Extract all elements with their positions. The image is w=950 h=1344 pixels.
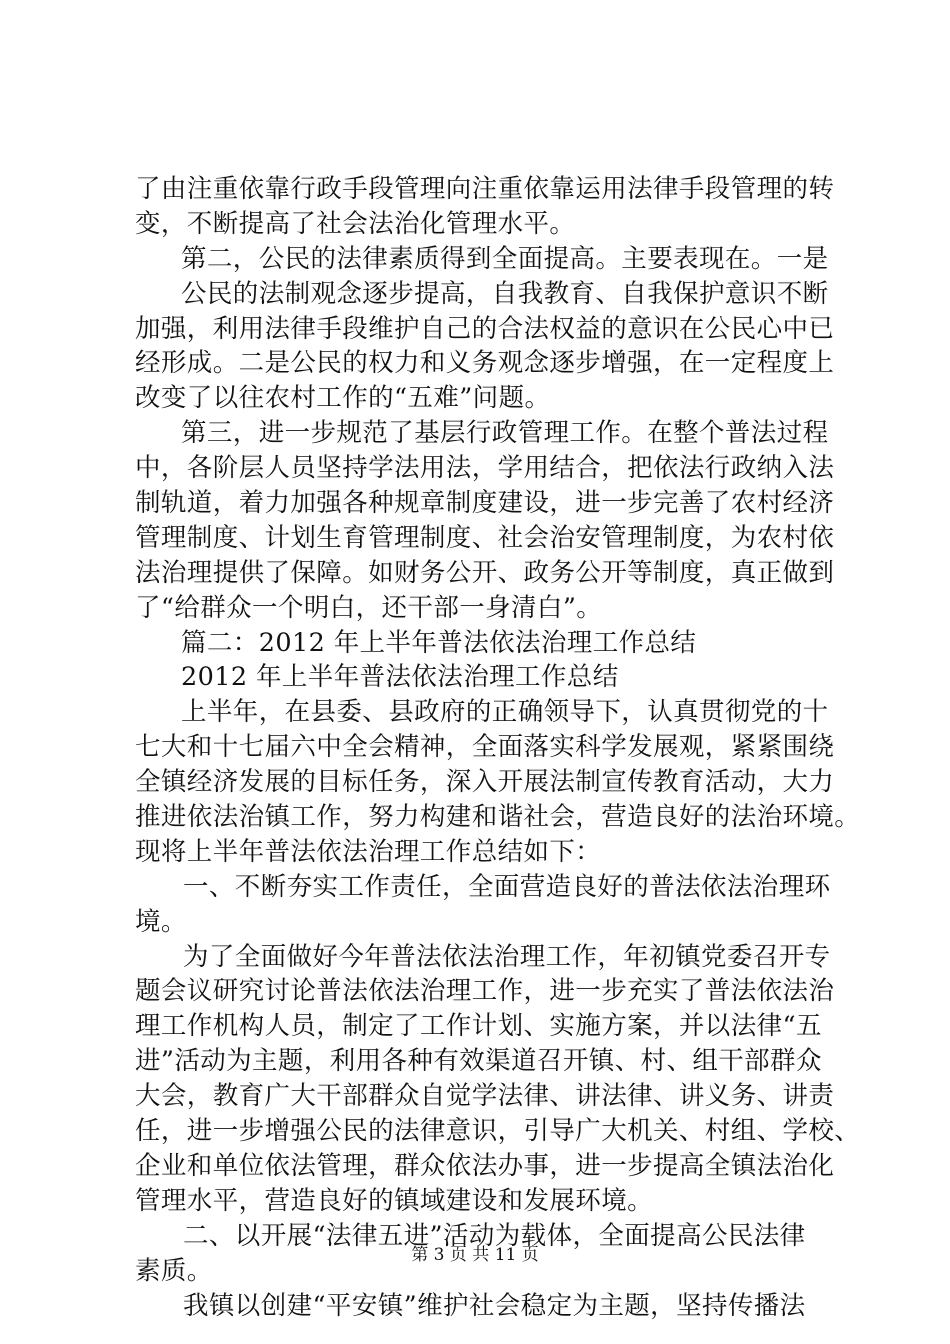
text-line: 第二，公民的法律素质得到全面提高。主要表现在。一是	[181, 243, 829, 274]
text-line: 加强，利用法律手段维护自己的合法权益的意识在公民心中已	[135, 313, 835, 344]
text-line: 企业和单位依法管理，群众依法办事，进一步提高全镇法治化	[135, 1150, 835, 1181]
text-line: 上半年，在县委、县政府的正确领导下，认真贯彻党的十	[181, 697, 829, 728]
subsection-heading: 二、以开展“法律五进”活动为载体，全面提高公民法律	[183, 1220, 806, 1251]
text-line: 任，进一步增强公民的法律意识，引导广大机关、村组、学校、	[135, 1116, 861, 1147]
text-line: 现将上半年普法依法治理工作总结如下：	[135, 836, 602, 867]
text-line: 法治理提供了保障。如财务公开、政务公开等制度，真正做到	[135, 557, 835, 588]
text-line: 公民的法制观念逐步提高，自我教育、自我保护意识不断	[181, 278, 829, 309]
text-line: 我镇以创建“平安镇”维护社会稳定为主题，坚持传播法	[183, 1290, 806, 1321]
text-line: 了“给群众一个明白，还干部一身清白”。	[135, 592, 603, 623]
text-line: 经形成。二是公民的权力和义务观念逐步增强，在一定程度上	[135, 348, 835, 379]
subsection-heading: 一、不断夯实工作责任，全面营造良好的普法依法治理环	[183, 871, 831, 902]
text-line: 管理水平，营造良好的镇域建设和发展环境。	[135, 1185, 654, 1216]
text-line: 全镇经济发展的目标任务，深入开展法制宣传教育活动，大力	[135, 767, 835, 798]
text-line: 境。	[135, 906, 187, 937]
text-line: 推进依法治镇工作，努力构建和谐社会，营造良好的法治环境。	[135, 802, 861, 833]
text-line: 变，不断提高了社会法治化管理水平。	[135, 208, 576, 239]
text-line: 制轨道，着力加强各种规章制度建设，进一步完善了农村经济	[135, 488, 835, 519]
text-line: 大会，教育广大干部群众自觉学法律、讲法律、讲义务、讲责	[135, 1081, 835, 1112]
section-heading: 篇二：2012 年上半年普法依法治理工作总结	[181, 627, 697, 658]
text-line: 为了全面做好今年普法依法治理工作，年初镇党委召开专	[183, 941, 831, 972]
text-line: 中，各阶层人员坚持学法用法，学用结合，把依法行政纳入法	[135, 453, 835, 484]
page-number-footer: 第 3 页 共 11 页	[411, 1245, 539, 1265]
text-line: 管理制度、计划生育管理制度、社会治安管理制度，为农村依	[135, 522, 835, 553]
text-line: 了由注重依靠行政手段管理向注重依靠运用法律手段管理的转	[135, 174, 835, 204]
document-title: 2012 年上半年普法依法治理工作总结	[181, 662, 619, 693]
text-line: 理工作机构人员，制定了工作计划、实施方案，并以法律“五	[135, 1011, 822, 1042]
text-line: 改变了以往农村工作的“五难”问题。	[135, 383, 551, 414]
text-line: 第三，进一步规范了基层行政管理工作。在整个普法过程	[181, 418, 829, 449]
text-line: 七大和十七届六中全会精神，全面落实科学发展观，紧紧围绕	[135, 732, 835, 763]
text-line: 进”活动为主题，利用各种有效渠道召开镇、村、组干部群众	[135, 1046, 822, 1077]
document-body	[135, 172, 861, 1323]
text-line: 题会议研究讨论普法依法治理工作，进一步充实了普法依法治	[135, 976, 835, 1007]
text-line: 素质。	[135, 1255, 213, 1286]
